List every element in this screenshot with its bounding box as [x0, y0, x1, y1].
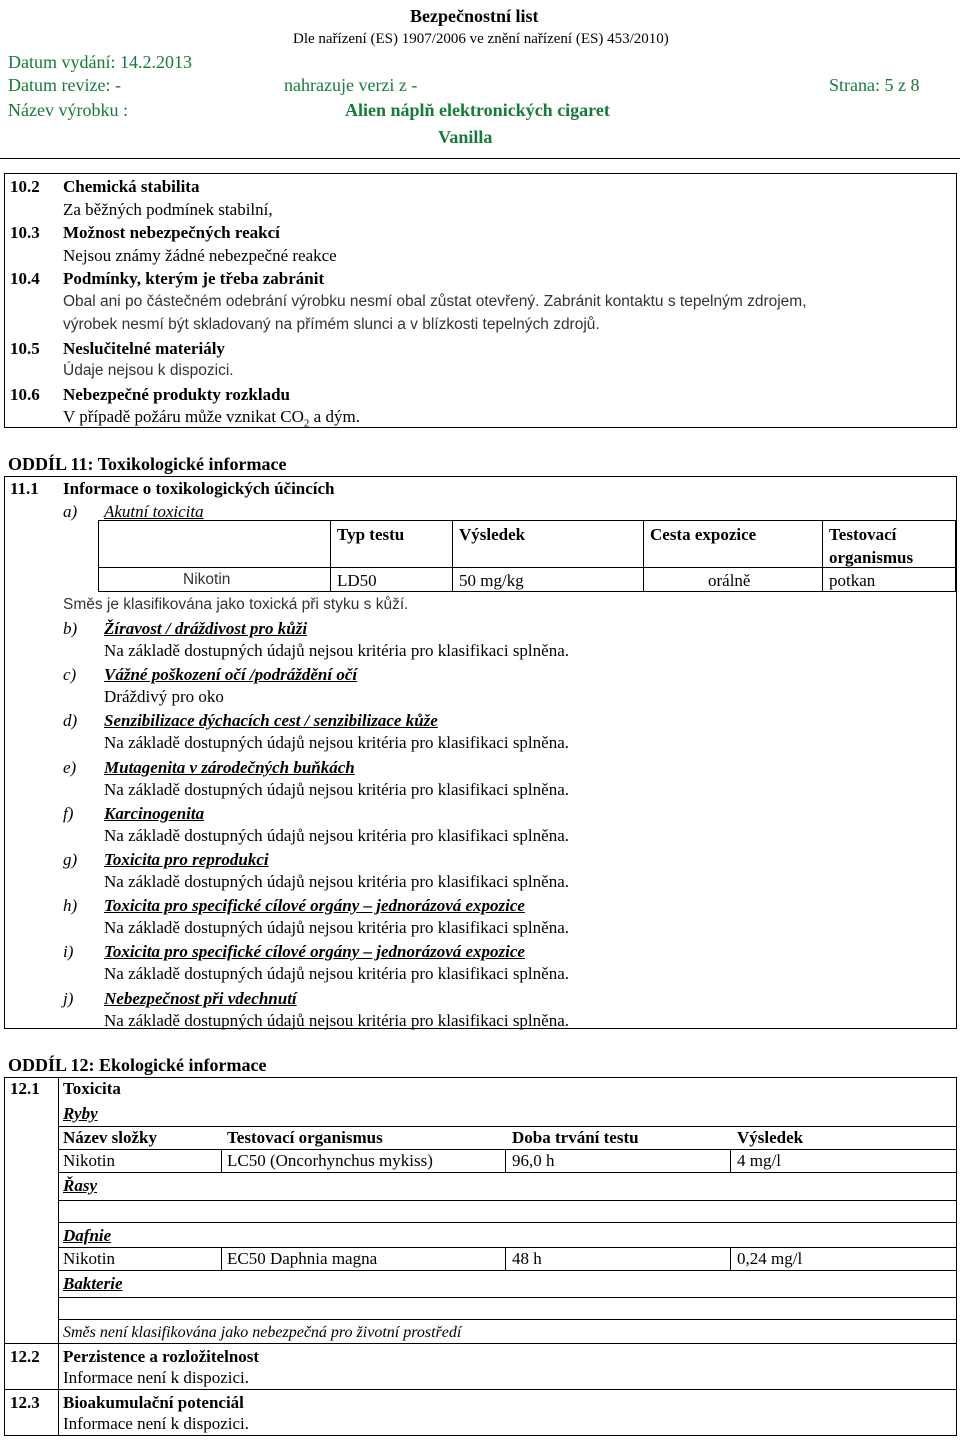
tox-item-letter: b)	[63, 619, 78, 638]
tox-item-text: Na základě dostupných údajů nejsou kritéria pro klasifikaci splněna.	[104, 964, 569, 983]
tox-item-letter: e)	[63, 758, 77, 777]
sec-12-1-num: 12.1	[10, 1079, 40, 1098]
sec-10-4-num: 10.4	[10, 269, 40, 288]
daphnia-component: Nikotin	[63, 1249, 115, 1268]
tox-item-text: Na základě dostupných údajů nejsou kritéria pro klasifikaci splněna.	[104, 1011, 569, 1030]
eco-table-line	[58, 1247, 956, 1248]
sec-10-6-text: V případě požáru může vznikat $CO_2$ a dým.	[63, 407, 360, 430]
th-test-organism-2: organismus	[829, 548, 914, 567]
tox-item-text: Na základě dostupných údajů nejsou kritéria pro klasifikaci splněna.	[104, 872, 569, 891]
sec-12-3-text: Informace není k dispozici.	[63, 1414, 249, 1433]
fish-component: Nikotin	[63, 1151, 115, 1170]
sec-12-1-title: Toxicita	[63, 1079, 121, 1098]
tox-item-title: Karcinogenita	[104, 804, 205, 823]
item-a-title: Akutní toxicita	[104, 502, 204, 521]
tox-item-title: Mutagenita v zárodečných buňkách	[104, 758, 355, 777]
sec-10-6-num: 10.6	[10, 385, 40, 404]
issue-date: Datum vydání: 14.2.2013	[8, 52, 192, 72]
eco-table-line	[58, 1149, 956, 1150]
acute-tox-table-header	[98, 520, 956, 568]
eco-col-duration: Doba trvání testu	[512, 1128, 639, 1147]
th-exposure-route: Cesta expozice	[650, 525, 757, 544]
sec-10-4-text-2: výrobek nesmí být skladovaný na přímém slunci a v blízkosti tepelných zdrojů.	[63, 316, 600, 333]
section-12-row-divider	[4, 1389, 957, 1390]
tox-item-text: Na základě dostupných údajů nejsou kritéria pro klasifikaci splněna.	[104, 826, 569, 845]
tox-item-letter: g)	[63, 850, 78, 869]
document-title: Bezpečnostní list	[410, 6, 539, 26]
table-col-divider	[643, 520, 644, 592]
table-col-divider	[330, 520, 331, 592]
eco-table-line	[58, 1172, 956, 1173]
fish-label: Ryby	[63, 1104, 98, 1123]
fish-result: 4 mg/l	[737, 1151, 781, 1170]
sec-12-3-num: 12.3	[10, 1393, 40, 1412]
env-classification-note: Směs není klasifikována jako nebezpečná pro životní prostředí	[63, 1324, 462, 1341]
td-route: orálně	[708, 571, 751, 590]
fish-organism: LC50 (Oncorhynchus mykiss)	[227, 1151, 433, 1170]
sec-12-2-title: Perzistence a rozložitelnost	[63, 1347, 260, 1366]
td-organism: potkan	[829, 571, 876, 590]
replaces-version: nahrazuje verzi z -	[284, 75, 418, 95]
tox-item-letter: f)	[63, 804, 74, 823]
sec-10-3-text: Nejsou známy žádné nebezpečné reakce	[63, 246, 337, 265]
td-test-type: LD50	[337, 571, 377, 590]
eco-col-component: Název složky	[63, 1128, 157, 1147]
sec-10-3-num: 10.3	[10, 223, 40, 242]
eco-table-line	[58, 1319, 956, 1320]
daphnia-label: Dafnie	[63, 1226, 112, 1245]
page-number: Strana: 5 z 8	[829, 75, 920, 95]
eco-col-organism: Testovací organismus	[227, 1128, 383, 1147]
tox-item-letter: d)	[63, 711, 78, 730]
eco-col-result: Výsledek	[737, 1128, 804, 1147]
eco-table-col	[505, 1149, 506, 1172]
product-label: Název výrobku :	[8, 100, 128, 120]
eco-table-line	[58, 1297, 956, 1298]
tox-item-title: Nebezpečnost při vdechnutí	[104, 989, 297, 1008]
sec-10-2-text: Za běžných podmínek stabilní,	[63, 200, 273, 219]
sec-10-2-num: 10.2	[10, 177, 40, 196]
tox-item-letter: j)	[63, 989, 74, 1008]
tox-item-letter: i)	[63, 942, 74, 961]
eco-table-col	[221, 1149, 222, 1172]
sec-10-4-text-1: Obal ani po částečném odebrání výrobku nesmí obal zůstat otevřený. Zabránit kontaktu s tepelným zdrojem,	[63, 293, 807, 310]
eco-table-col	[221, 1247, 222, 1270]
sec-12-2-text: Informace není k dispozici.	[63, 1368, 249, 1387]
section-12-row-divider	[4, 1343, 957, 1344]
sec-10-4-title: Podmínky, kterým je třeba zabránit	[63, 269, 325, 288]
table-col-divider	[452, 520, 453, 592]
sec-12-2-num: 12.2	[10, 1347, 40, 1366]
sec-10-6-title: Nebezpečné produkty rozkladu	[63, 385, 291, 404]
sec-10-5-title: Neslučitelné materiály	[63, 339, 225, 358]
bacteria-label: Bakterie	[63, 1274, 123, 1293]
tox-item-text: Na základě dostupných údajů nejsou kritéria pro klasifikaci splněna.	[104, 918, 569, 937]
tox-item-text: Na základě dostupných údajů nejsou kritéria pro klasifikaci splněna.	[104, 733, 569, 752]
revision-date: Datum revize: -	[8, 75, 121, 95]
tox-item-title: Toxicita pro specifické cílové orgány – jednorázová expozice	[104, 896, 525, 915]
tox-item-letter: h)	[63, 896, 78, 915]
eco-table-line	[58, 1222, 956, 1223]
fish-duration: 96,0 h	[512, 1151, 555, 1170]
algae-label: Řasy	[63, 1176, 97, 1195]
sec-10-2-title: Chemická stabilita	[63, 177, 200, 196]
th-test-organism-1: Testovací	[829, 525, 897, 544]
sec-10-5-num: 10.5	[10, 339, 40, 358]
tox-item-letter: c)	[63, 665, 77, 684]
eco-table-col	[505, 1247, 506, 1270]
tox-item-text: Na základě dostupných údajů nejsou kritéria pro klasifikaci splněna.	[104, 780, 569, 799]
sec-10-5-text: Údaje nejsou k dispozici.	[63, 362, 234, 379]
sec-11-1-title: Informace o toxikologických účincích	[63, 479, 335, 498]
daphnia-result: 0,24 mg/l	[737, 1249, 803, 1268]
sec-12-3-title: Bioakumulační potenciál	[63, 1393, 244, 1412]
tox-item-title: Vážné poškození očí /podráždění očí	[104, 665, 358, 684]
daphnia-organism: EC50 Daphnia magna	[227, 1249, 378, 1268]
td-component: Nikotin	[183, 571, 231, 588]
tox-item-title: Žíravost / dráždivost pro kůži	[104, 619, 308, 638]
tox-item-title: Toxicita pro specifické cílové orgány – jednorázová expozice	[104, 942, 525, 961]
item-a-letter: a)	[63, 502, 78, 521]
tox-item-text: Dráždivý pro oko	[104, 687, 224, 706]
section-12-heading: ODDÍL 12: Ekologické informace	[8, 1055, 267, 1075]
product-variant: Vanilla	[438, 127, 493, 147]
sec-11-1-num: 11.1	[10, 479, 39, 498]
tox-item-title: Toxicita pro reprodukci	[104, 850, 269, 869]
eco-table-col	[730, 1247, 731, 1270]
sec-10-3-title: Možnost nebezpečných reakcí	[63, 223, 280, 242]
table-col-divider	[822, 520, 823, 592]
regulation-note: Dle nařízení (ES) 1907/2006 ve znění nařízení (ES) 453/2010)	[293, 31, 669, 47]
header-divider	[0, 158, 960, 159]
th-result: Výsledek	[459, 525, 526, 544]
product-name: Alien náplň elektronických cigaret	[345, 100, 610, 120]
eco-table-line	[58, 1270, 956, 1271]
eco-table-line	[58, 1126, 956, 1127]
mixture-classification-note: Směs je klasifikována jako toxická při styku s kůží.	[63, 596, 409, 613]
section-12-col-divider	[58, 1077, 59, 1436]
tox-item-title: Senzibilizace dýchacích cest / senzibilizace kůže	[104, 711, 438, 730]
eco-table-line	[58, 1200, 956, 1201]
tox-item-text: Na základě dostupných údajů nejsou kritéria pro klasifikaci splněna.	[104, 641, 569, 660]
td-result: 50 mg/kg	[459, 571, 524, 590]
eco-table-col	[730, 1149, 731, 1172]
section-11-heading: ODDÍL 11: Toxikologické informace	[8, 454, 287, 474]
daphnia-duration: 48 h	[512, 1249, 542, 1268]
th-test-type: Typ testu	[337, 525, 405, 544]
